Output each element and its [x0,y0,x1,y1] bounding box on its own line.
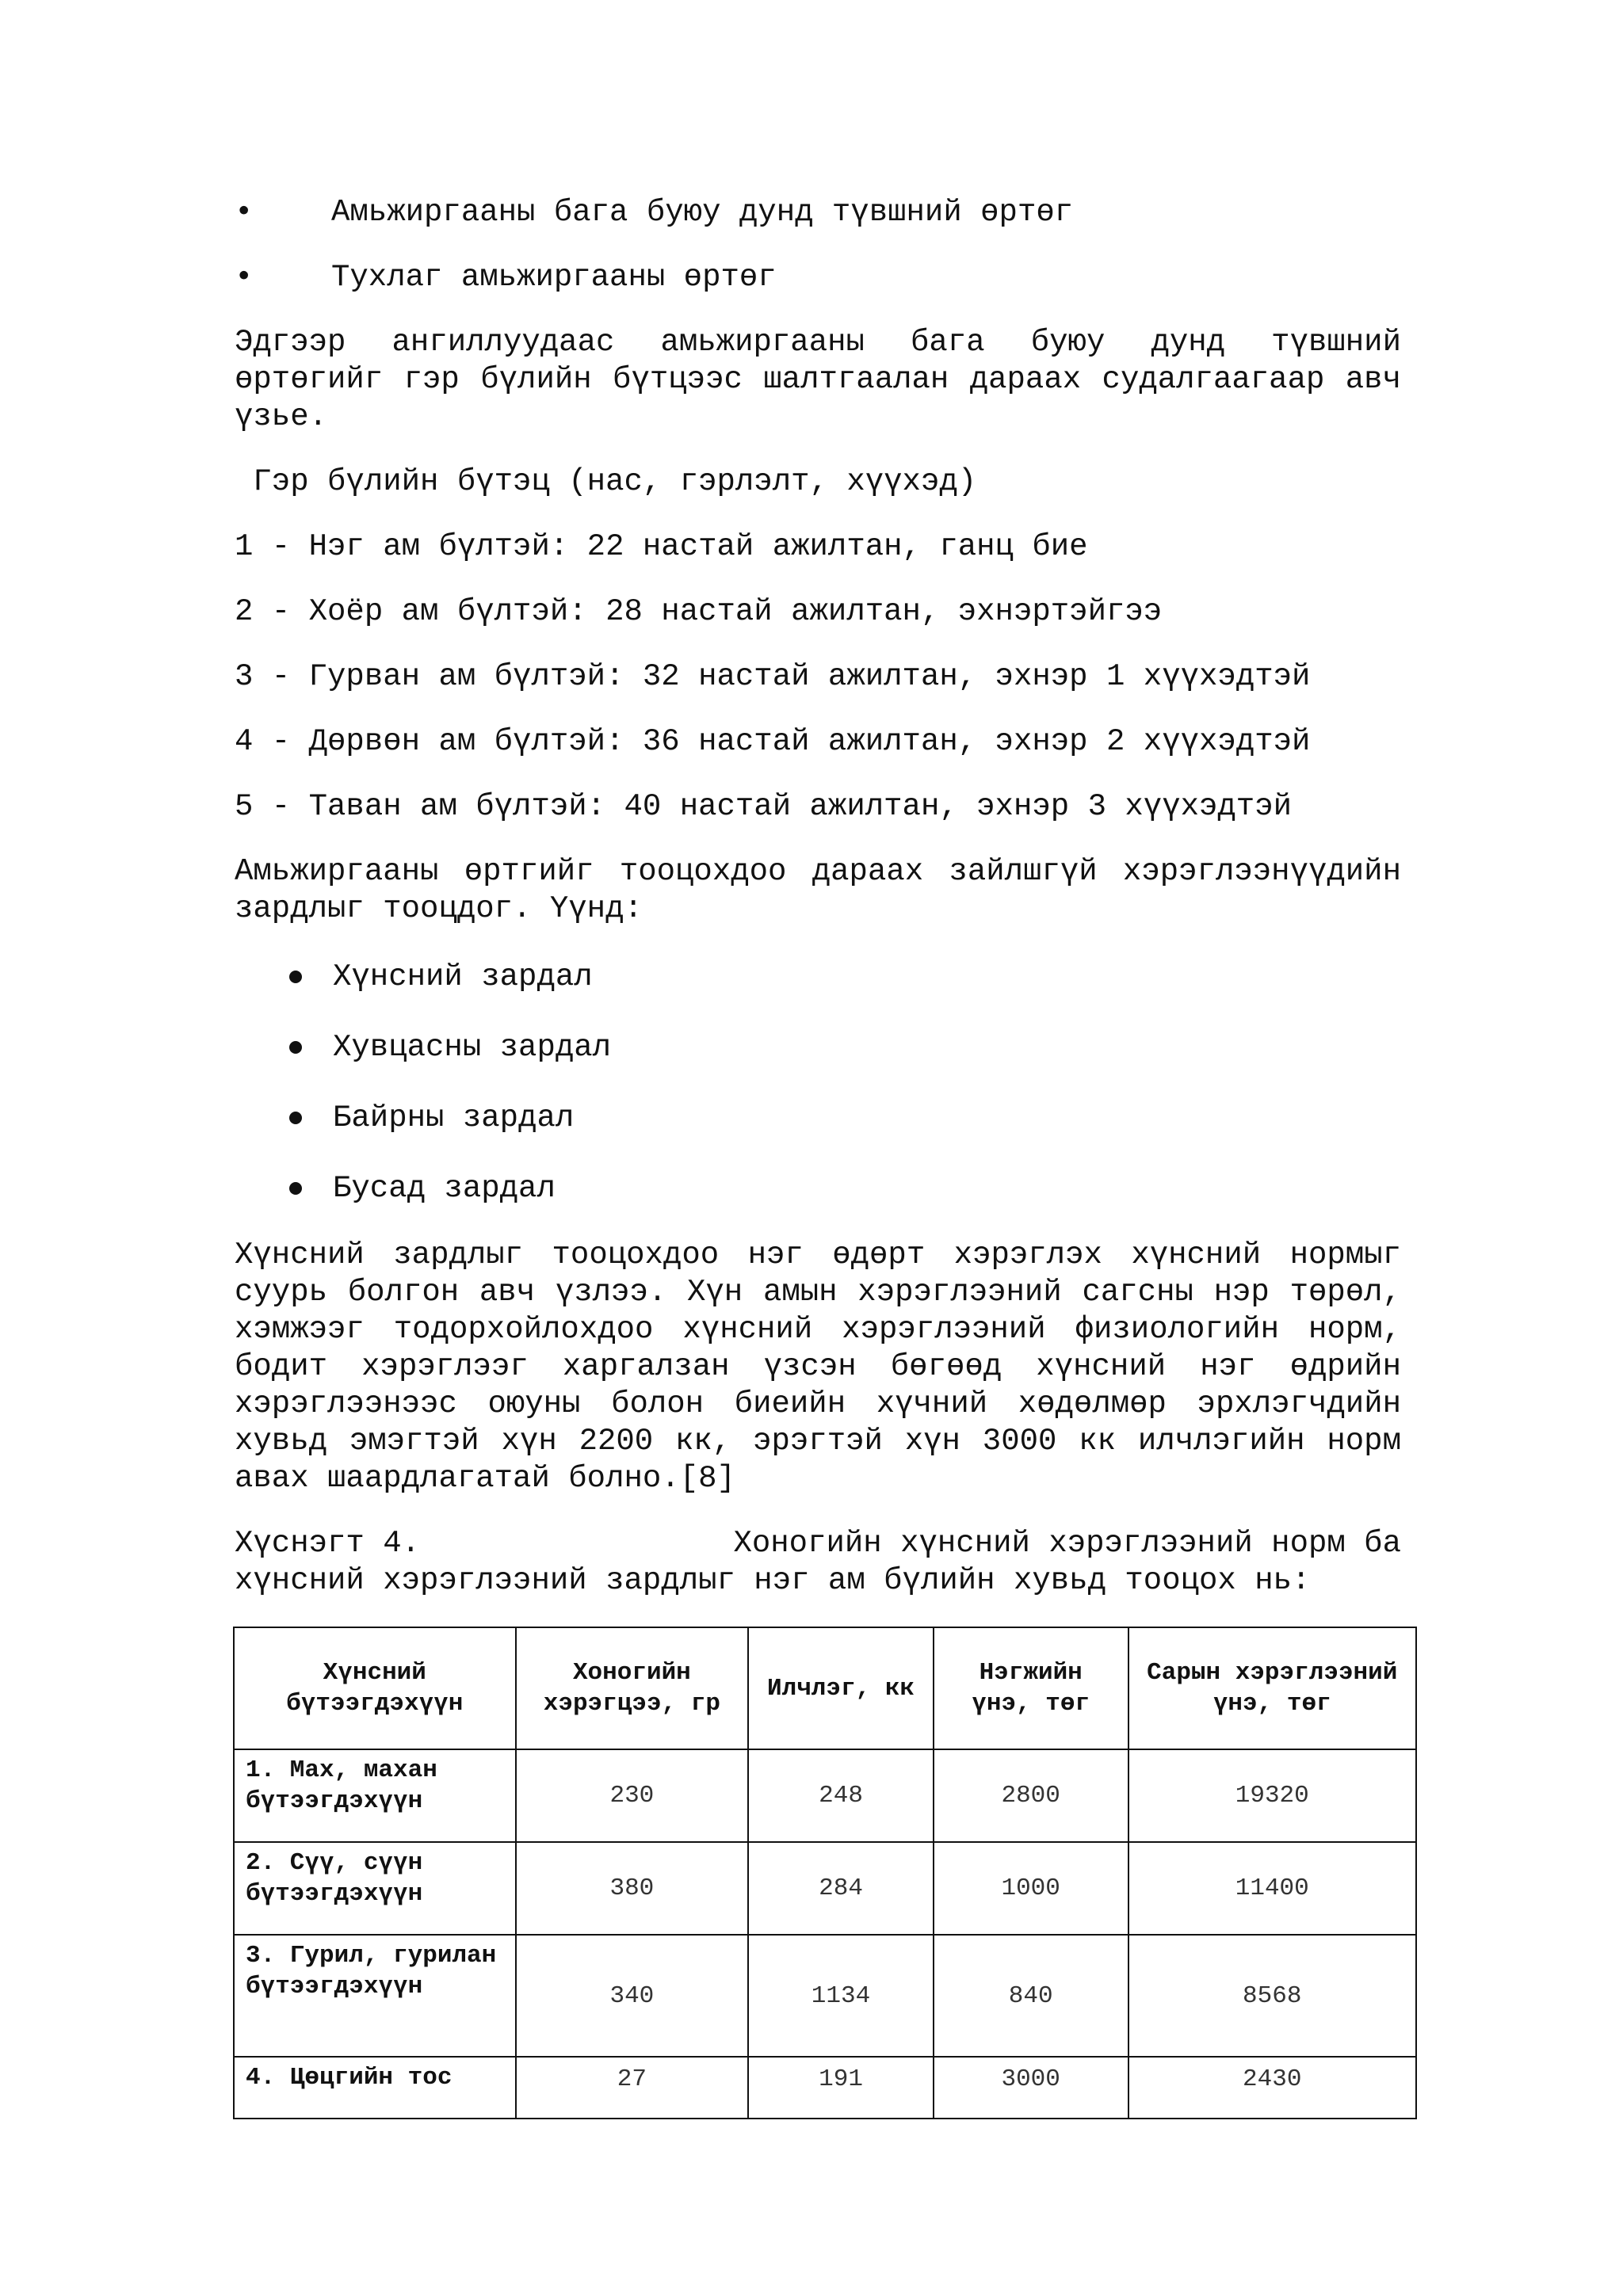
food-consumption-table [233,1627,1417,2119]
table-row [234,1749,1416,1842]
food-expense-paragraph: Хүнсний зардлыг тооцохдоо нэг өдөрт хэрэглэх хүнсний нормыг суурь болгон авч үзлээ. Хүн амын хэрэглээний сагсны нэр төрөл, хэмжээг тодорхойлохдоо хүнсний хэрэглээний физиологийн норм, бодит хэрэглээг харгалзан үзсэн бөгөөд хүнсний нэг өдрийн хэрэглээнээс оюуны болон биеийн хүчний хөдөлмөр эрхлэгчдийн хувьд эмэгтэй хүн 2200 кк, эрэгтэй хүн 3000 кк илчлэгийн норм авах шаардлагатай болно.[8] [235,1238,1401,1496]
family-structure-heading: Гэр бүлийн бүтэц (нас, гэрлэлт, хүүхэд) [235,464,977,499]
top-list-item [235,259,777,296]
table-caption-title-line1: Хоногийн хүнсний хэрэглээний норм ба [733,1526,1401,1561]
column-header: Хоногийн хэрэгцээ, гр [516,1627,749,1749]
column-header: Хүнсний бүтээгдэхүүн [234,1627,516,1749]
family-item: 2 - Хоёр ам бүлтэй: 28 настай ажилтан, эхнэртэйгээ [235,594,1163,629]
column-header: Илчлэг, кк [748,1627,934,1749]
bullet-dot-icon [289,1041,302,1054]
product-name-cell: 3. Гурил, гурилан бүтээгдэхүүн [234,1935,516,2057]
daily-need-cell: 230 [516,1749,749,1842]
top-list-item [235,194,1073,231]
table-header-row [234,1627,1416,1749]
expense-item: Бусад зардал [333,1171,556,1206]
daily-need-cell: 380 [516,1842,749,1935]
product-name-cell: 2. Сүү, сүүн бүтээгдэхүүн [234,1842,516,1935]
bullet-dot-icon [289,1182,302,1195]
table-caption-title-line2: хүнсний хэрэглээний зардлыг нэг ам бүлийн хувьд тооцох нь: [235,1563,1311,1598]
intro-paragraph: Эдгээр ангиллуудаас амьжиргааны бага буюу дунд түвшний өртөгийг гэр бүлийн бүтцээс шалтгаалан дараах судалгаагаар авч үзье. [235,325,1401,434]
bullet-dot-icon [289,1112,302,1124]
table-row [234,2057,1416,2119]
monthly-cost-cell: 8568 [1128,1935,1417,2057]
table-row [234,1935,1416,2057]
bullet-marker: • [235,195,254,230]
product-name-cell: 1. Мах, махан бүтээгдэхүүн [234,1749,516,1842]
expense-item: Байрны зардал [333,1100,575,1135]
calorie-cell: 284 [748,1842,934,1935]
bullet-marker: • [235,260,254,295]
family-item: 5 - Таван ам бүлтэй: 40 настай ажилтан, эхнэр 3 хүүхэдтэй [235,789,1293,824]
calorie-cell: 1134 [748,1935,934,2057]
expenses-intro-paragraph: Амьжиргааны өртгийг тооцохдоо дараах зайлшгүй хэрэглээнүүдийн зардлыг тооцдог. Үүнд: [235,854,1401,926]
family-item: 3 - Гурван ам бүлтэй: 32 настай ажилтан, эхнэр 1 хүүхэдтэй [235,659,1311,694]
daily-need-cell: 340 [516,1935,749,2057]
table-caption-number: Хүснэгт 4. [235,1526,421,1561]
monthly-cost-cell: 19320 [1128,1749,1417,1842]
daily-need-cell: 27 [516,2057,749,2119]
family-item: 1 - Нэг ам бүлтэй: 22 настай ажилтан, ганц бие [235,529,1088,564]
family-item: 4 - Дөрвөн ам бүлтэй: 36 настай ажилтан, эхнэр 2 хүүхэдтэй [235,724,1311,759]
expense-item: Хүнсний зардал [333,959,593,994]
unit-price-cell: 840 [934,1935,1128,2057]
column-header: Сарын хэрэглээний үнэ, төг [1128,1627,1417,1749]
calorie-cell: 191 [748,2057,934,2119]
table-row [234,1842,1416,1935]
calorie-cell: 248 [748,1749,934,1842]
product-name-cell: 4. Цөцгийн тос [234,2057,516,2119]
top-list-item-text: Амьжиргааны бага буюу дунд түвшний өртөг [331,195,1074,230]
expense-item: Хувцасны зардал [333,1030,612,1065]
monthly-cost-cell: 2430 [1128,2057,1417,2119]
unit-price-cell: 2800 [934,1749,1128,1842]
bullet-dot-icon [289,971,302,983]
column-header: Нэгжийн үнэ, төг [934,1627,1128,1749]
top-list-item-text: Тухлаг амьжиргааны өртөг [331,260,777,295]
unit-price-cell: 1000 [934,1842,1128,1935]
unit-price-cell: 3000 [934,2057,1128,2119]
monthly-cost-cell: 11400 [1128,1842,1417,1935]
